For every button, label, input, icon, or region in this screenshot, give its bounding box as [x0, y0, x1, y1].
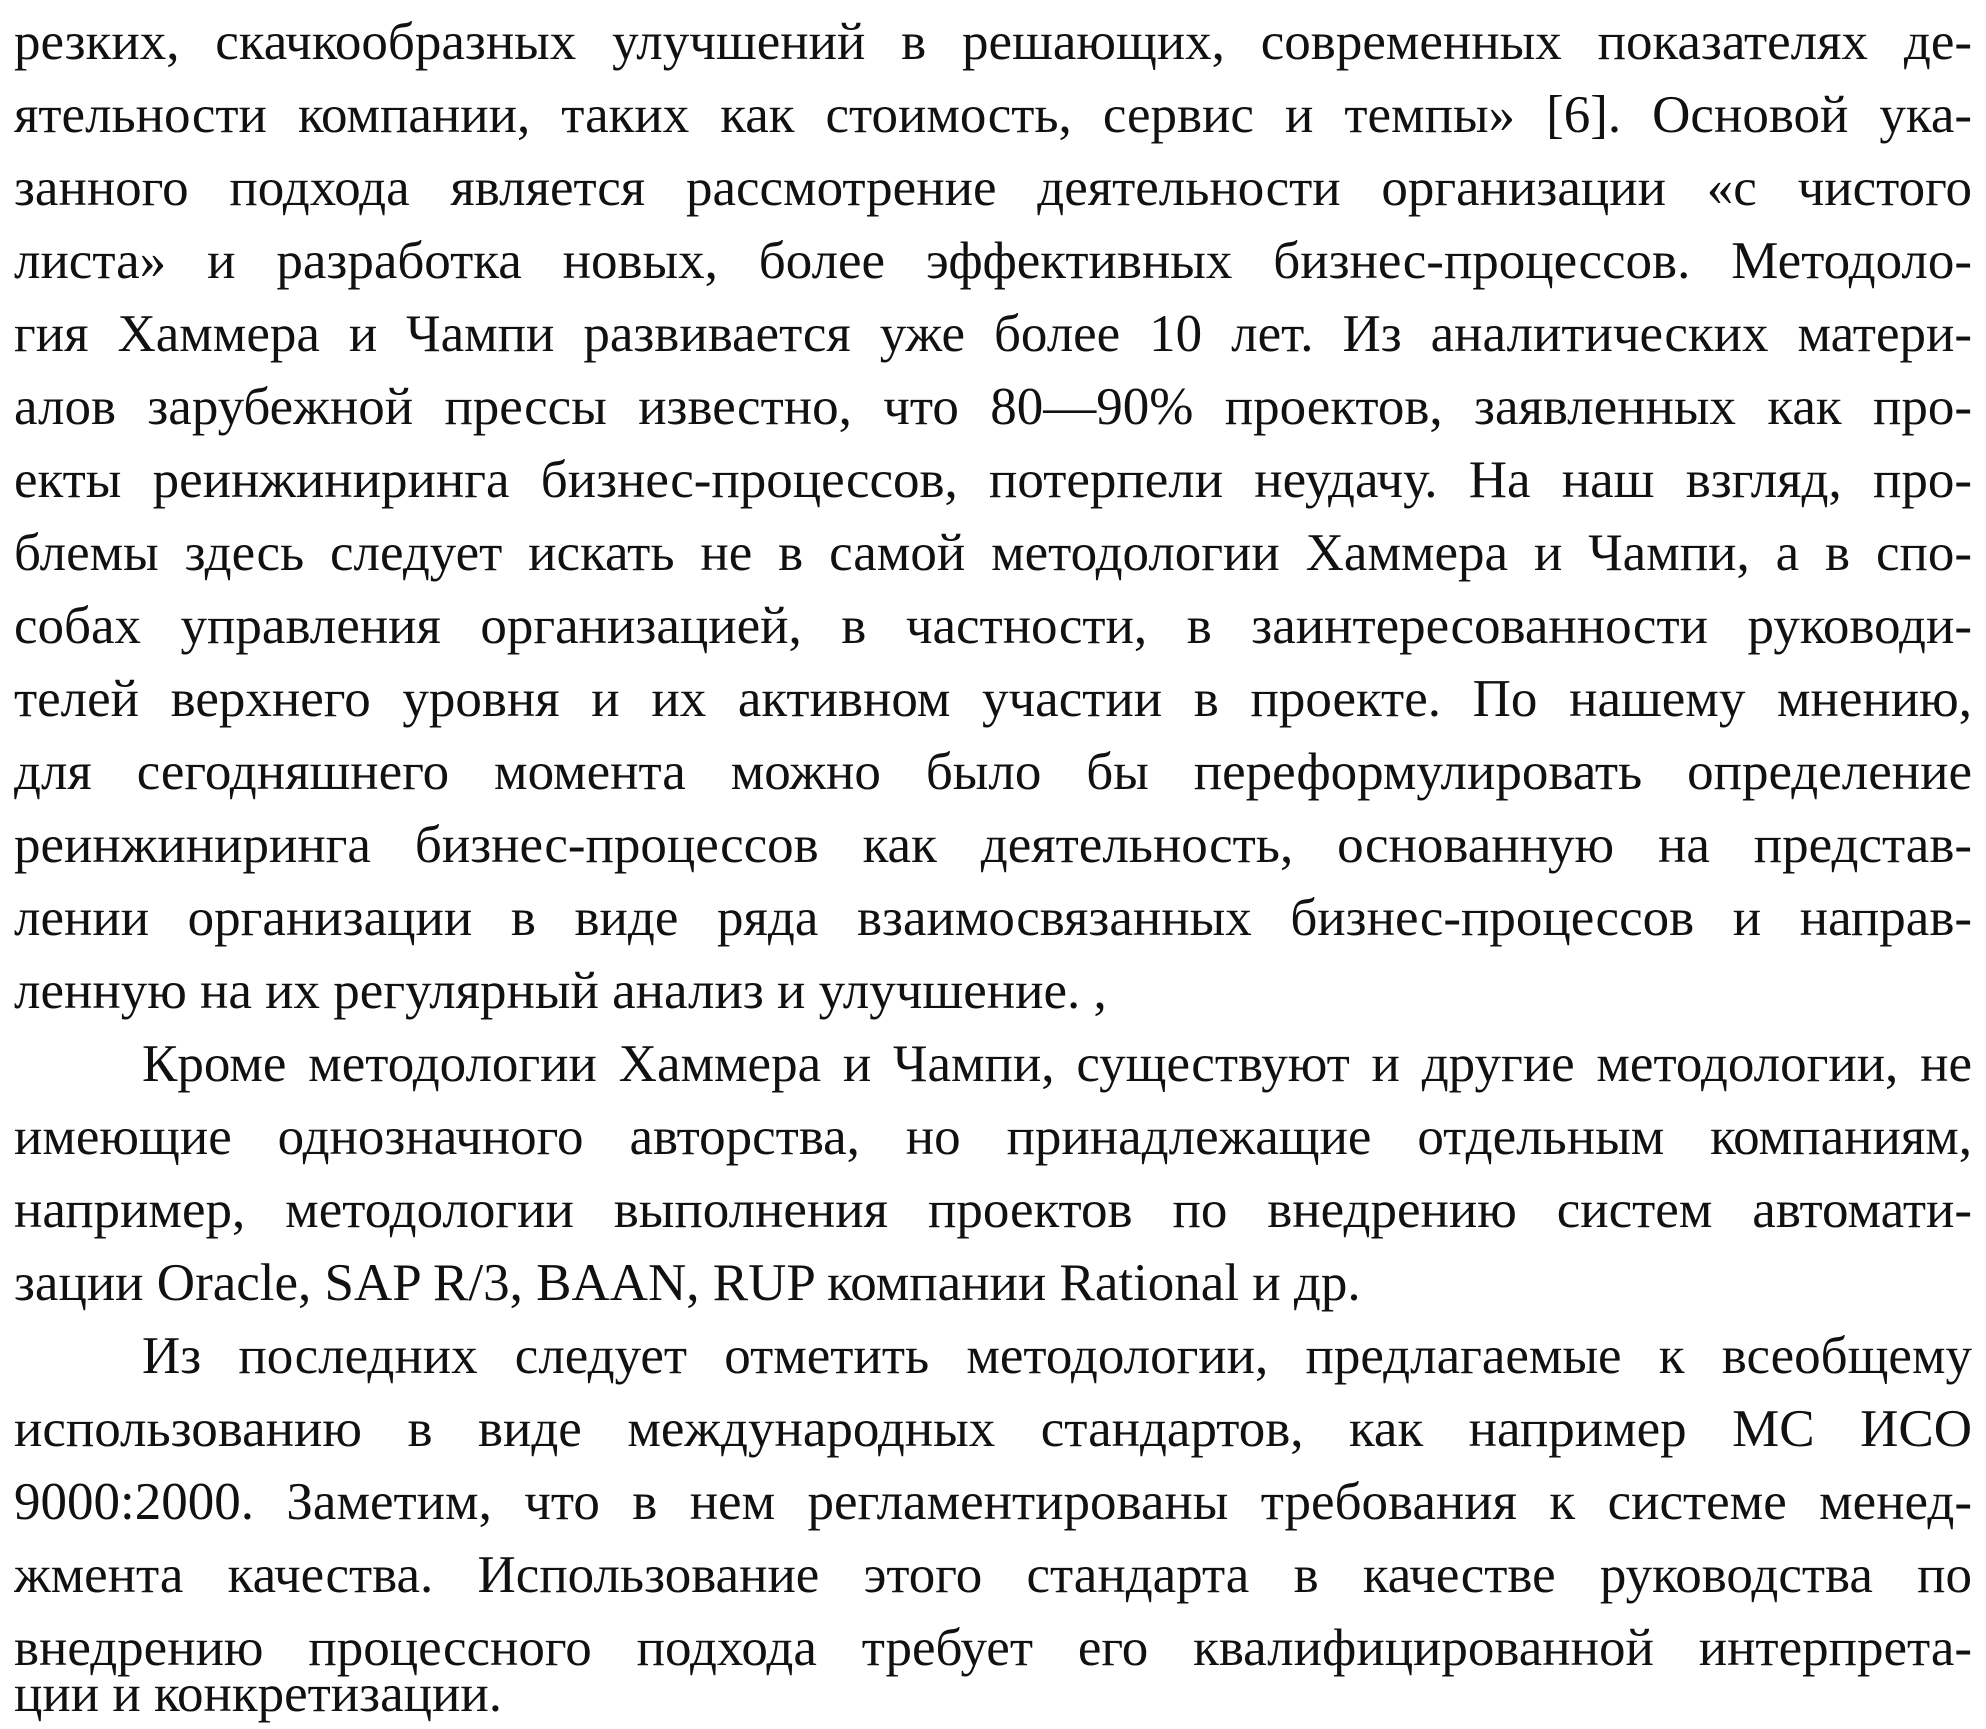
text-line: екты реинжиниринга бизнес-процессов, потерпели неудачу. На наш взгляд, про- [14, 451, 1972, 509]
text-line: Кроме методологии Хаммера и Чампи, существуют и другие методологии, не [142, 1035, 1972, 1093]
text-line: например, методологии выполнения проектов по внедрению систем автомати- [14, 1181, 1972, 1239]
text-line: собах управления организацией, в частности, в заинтересованности руководи- [14, 597, 1972, 655]
text-line: алов зарубежной прессы известно, что 80—90% проектов, заявленных как про- [14, 378, 1972, 436]
text-line: ятельности компании, таких как стоимость, сервис и темпы» [6]. Основой ука- [14, 86, 1972, 144]
text-line: 9000:2000. Заметим, что в нем регламентированы требования к системе менед- [14, 1473, 1972, 1531]
text-line: использованию в виде международных стандартов, как например МС ИСО [14, 1400, 1972, 1458]
text-line: ленную на их регулярный анализ и улучшение. , [14, 962, 1107, 1020]
text-line: листа» и разработка новых, более эффективных бизнес-процессов. Методоло- [14, 232, 1972, 290]
text-line: зации Oracle, SAP R/3, BAAN, RUP компании Rational и др. [14, 1254, 1361, 1312]
text-line: телей верхнего уровня и их активном участии в проекте. По нашему мнению, [14, 670, 1972, 728]
text-line: Из последних следует отметить методологии, предлагаемые к всеобщему [142, 1327, 1972, 1385]
text-line: имеющие однозначного авторства, но принадлежащие отдельным компаниям, [14, 1108, 1972, 1166]
text-line: внедрению процессного подхода требует его квалифицированной интерпрета- [14, 1619, 1972, 1677]
text-line: жмента качества. Использование этого стандарта в качестве руководства по [14, 1546, 1972, 1604]
text-line: лении организации в виде ряда взаимосвязанных бизнес-процессов и направ- [14, 889, 1972, 947]
text-line: для сегодняшнего момента можно было бы переформулировать определение [14, 743, 1972, 801]
text-line: занного подхода является рассмотрение деятельности организации «с чистого [14, 159, 1972, 217]
text-line: гия Хаммера и Чампи развивается уже более 10 лет. Из аналитических матери- [14, 305, 1972, 363]
text-line: блемы здесь следует искать не в самой методологии Хаммера и Чампи, а в спо- [14, 524, 1972, 582]
text-line: резких, скачкообразных улучшений в решающих, современных показателях де- [14, 13, 1972, 71]
document-page [14, 0, 1972, 1729]
text-line: ции и конкретизации. [14, 1665, 502, 1723]
text-line: реинжиниринга бизнес-процессов как деятельность, основанную на представ- [14, 816, 1972, 874]
